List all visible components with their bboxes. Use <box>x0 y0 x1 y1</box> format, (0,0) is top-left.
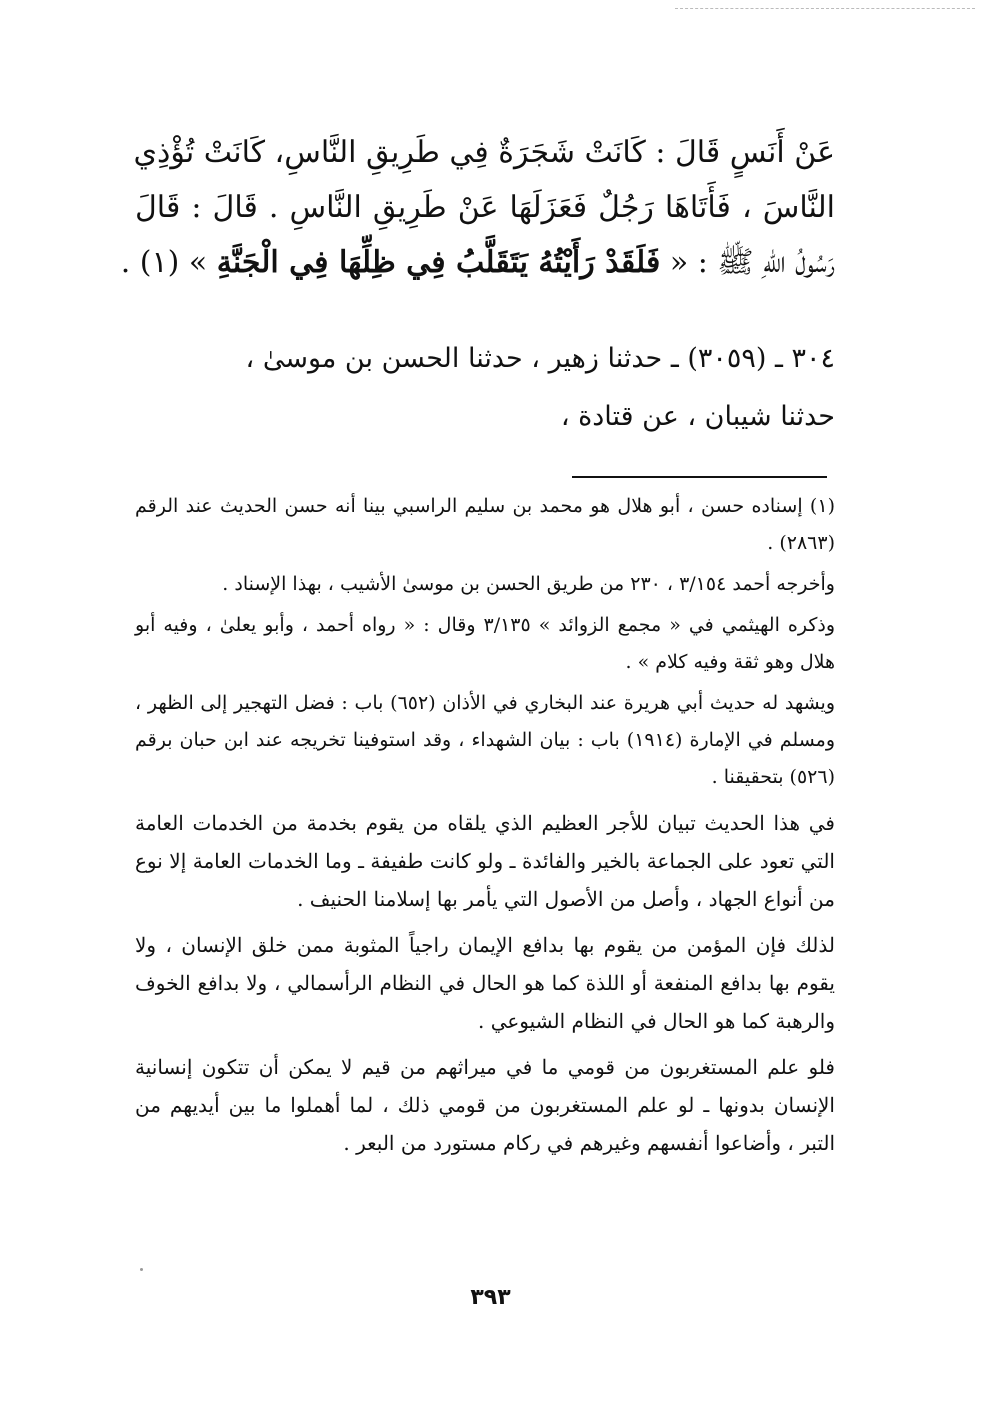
page-number: ٣٩٣ <box>470 1285 511 1310</box>
hadith-line-2: النَّاسَ ، فَأَتَاهَا رَجُلٌ فَعَزَلَهَا عَنْ طَرِيقِ النَّاسِ . قَالَ : قَالَ <box>135 190 835 225</box>
isnad-block <box>135 330 835 446</box>
commentary-paragraph: في هذا الحديث تبيان للأجر العظيم الذي يلقاه من يقوم بخدمة من الخدمات العامة التي تعود على الجماعة بالخير والفائدة ـ ولو كانت طفيفة ـ وما الخدمات العامة إلا نوع من أنواع الجهاد ، وأصل من الأصول التي يأمر بها إسلامنا الحنيف . <box>135 811 835 911</box>
footnote-paragraph <box>135 488 835 562</box>
footnote-text: ويشهد له حديث أبي هريرة عند البخاري في الأذان (٦٥٢) باب : فضل التهجير إلى الظهر ، ومسلم في الإمارة (١٩١٤) باب : بيان الشهداء ، وقد استوفينا تخريجه عند ابن حبان برقم (٥٢٦) بتحقيقنا . <box>135 692 835 788</box>
page-body <box>120 125 835 1170</box>
footnote-paragraph <box>135 607 835 681</box>
footnote-divider <box>572 476 827 478</box>
footnote-text: وذكره الهيثمي في « مجمع الزوائد » ٣/١٣٥ وقال : « رواه أحمد ، وأبو يعلىٰ ، وفيه أبو هلال وهو ثقة وفيه كلام » . <box>135 614 835 673</box>
hadith-text <box>120 125 835 290</box>
footnote-text: وأخرجه أحمد ٣/١٥٤ ، ٢٣٠ من طريق الحسن بن موسىٰ الأشيب ، بهذا الإسناد . <box>222 573 835 595</box>
hadith-line-3 <box>120 235 835 290</box>
footnote-paragraph <box>135 566 835 603</box>
isnad-line-2: حدثنا شيبان ، عن قتادة ، <box>560 401 835 432</box>
hadith-line-1: عَنْ أَنَسٍ قَالَ : كَانَتْ شَجَرَةٌ فِي طَرِيقِ النَّاسِ، كَانَتْ تُؤْذِي <box>133 135 835 170</box>
scan-speck <box>140 1268 143 1271</box>
commentary-paragraph: لذلك فإن المؤمن من يقوم بها بدافع الإيمان راجياً المثوبة ممن خلق الإنسان ، ولا يقوم بها بدافع المنفعة أو اللذة كما هو الحال في النظام الرأسمالي ، ولا بدافع الخوف والرهبة كما هو الحال في النظام الشيوعي . <box>135 933 835 1033</box>
hadith-line-3-suffix: » (١) . <box>120 245 217 280</box>
footnotes <box>135 488 835 796</box>
commentary-paragraph: فلو علم المستغربون من قومي ما في ميراثهم من قيم لا يمكن أن تتكون إنسانية الإنسان بدونها ـ لو علم المستغربون من قومي ذلك ، لما أهملوا ما بين أيديهم من التبر ، وأضاعوا أنفسهم وغيرهم في ركام مستورد من البعر . <box>135 1055 835 1155</box>
top-edge-rule <box>675 8 975 10</box>
hadith-quote: فَلَقَدْ رَأَيْتُهُ يَتَقَلَّبُ فِي ظِلِّهَا فِي الْجَنَّةِ <box>216 245 661 280</box>
hadith-line-3-prefix: رَسُولُ اللهِ ﷺ : « <box>660 245 835 280</box>
footnote-text: (١) إسناده حسن ، أبو هلال هو محمد بن سليم الراسبي بينا أنه حسن الحديث عند الرقم (٢٨٦٣) . <box>135 495 835 554</box>
footnote-paragraph <box>135 685 835 796</box>
isnad-line-1: ٣٠٤ ـ (٣٠٥٩) ـ حدثنا زهير ، حدثنا الحسن بن موسىٰ ، <box>245 343 835 374</box>
commentary <box>135 804 835 1162</box>
